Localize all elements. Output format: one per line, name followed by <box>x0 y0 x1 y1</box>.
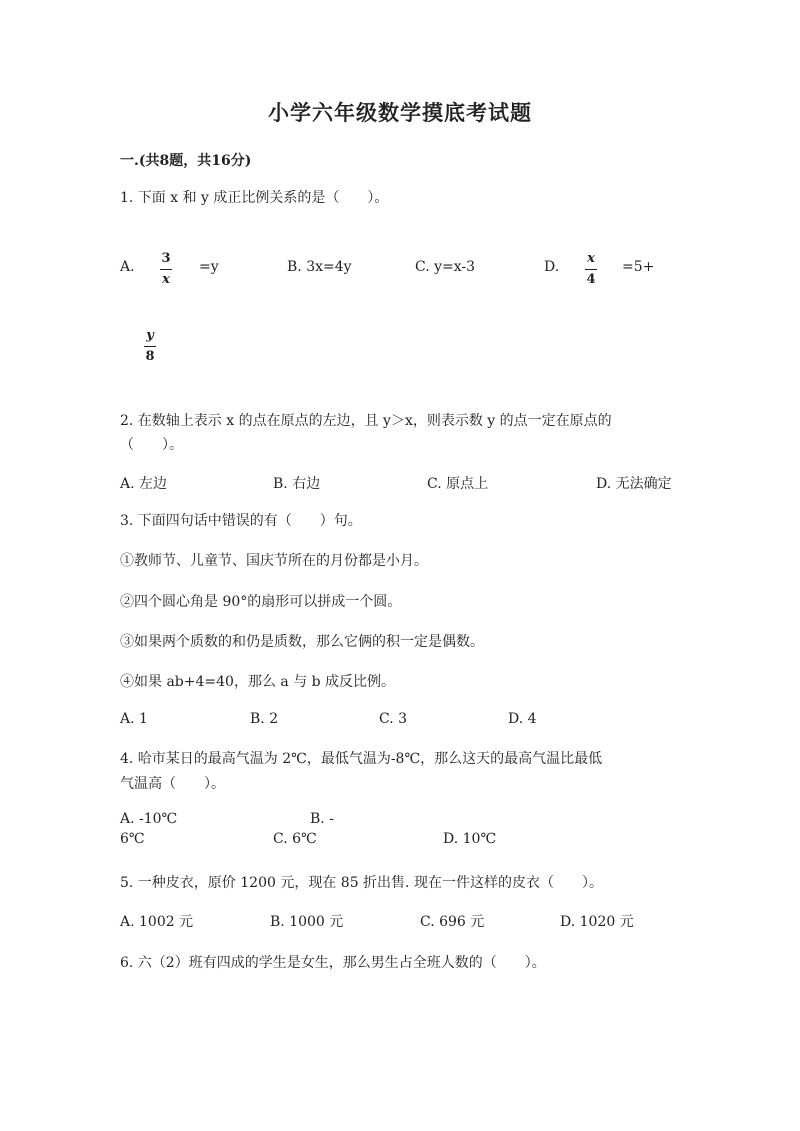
question-2-stem-line2: （ ）。 <box>120 437 183 453</box>
fraction-numerator: x <box>587 251 595 266</box>
question-4-stem-line1: 4. 哈市某日的最高气温为 2℃，最低气温为-8℃，那么这天的最高气温比最低 <box>120 751 603 767</box>
q5-option-d: D. 1020 元 <box>560 914 634 930</box>
q3-option-d: D. 4 <box>508 711 537 727</box>
fraction-denominator: x <box>162 272 170 287</box>
q2-option-b: B. 右边 <box>273 476 321 492</box>
fraction-denominator: 4 <box>586 272 596 287</box>
q5-option-a: A. 1002 元 <box>120 914 194 930</box>
q1-option-c: C. y=x-3 <box>415 259 476 275</box>
q3-statement-2: ②四个圆心角是 90°的扇形可以拼成一个圆。 <box>120 594 402 610</box>
question-2-stem-line1: 2. 在数轴上表示 x 的点在原点的左边，且 y＞x，则表示数 y 的点一定在原点的 <box>120 413 612 429</box>
fraction-denominator: 8 <box>145 349 155 364</box>
q3-option-b: B. 2 <box>250 711 279 727</box>
fraction-bar <box>144 346 156 347</box>
q2-option-a: A. 左边 <box>120 476 168 492</box>
q1-option-d-label: D. <box>544 259 560 275</box>
q3-option-c: C. 3 <box>379 711 408 727</box>
fraction-bar <box>585 269 597 270</box>
question-4-stem-line2: 气温高（ ）。 <box>120 776 225 792</box>
q1-option-a-suffix: =y <box>199 259 219 275</box>
q3-option-a: A. 1 <box>120 711 148 727</box>
section-header: 一.(共8题，共16分) <box>120 153 252 169</box>
q4-option-b-part1: B. - <box>310 811 334 827</box>
question-6-stem: 6. 六（2）班有四成的学生是女生，那么男生占全班人数的（ ）。 <box>120 955 546 971</box>
q2-option-c: C. 原点上 <box>427 476 489 492</box>
q4-option-b-part2: 6℃ <box>120 831 145 847</box>
q5-option-c: C. 696 元 <box>420 914 485 930</box>
q1-option-a-label: A. <box>120 259 135 275</box>
q5-option-b: B. 1000 元 <box>270 914 344 930</box>
question-5-stem: 5. 一种皮衣，原价 1200 元，现在 85 折出售. 现在一件这样的皮衣（ ）。 <box>120 875 603 891</box>
fraction-numerator: y <box>146 328 154 343</box>
q1-option-d-suffix: =5+ <box>622 259 655 275</box>
q3-statement-4: ④如果 ab+4=40，那么 a 与 b 成反比例。 <box>120 674 396 690</box>
q3-statement-3: ③如果两个质数的和仍是质数，那么它俩的积一定是偶数。 <box>120 634 484 650</box>
fraction-bar <box>160 269 172 270</box>
q4-option-a: A. -10℃ <box>120 811 178 827</box>
q1-option-b: B. 3x=4y <box>287 259 352 275</box>
q1-option-d-fraction <box>585 251 597 288</box>
question-1-stem: 1. 下面 x 和 y 成正比例关系的是（ ）。 <box>120 190 389 206</box>
q1-option-a-fraction <box>160 251 172 288</box>
page-title: 小学六年级数学摸底考试题 <box>268 100 532 125</box>
fraction-numerator: 3 <box>161 251 171 266</box>
q4-option-c: C. 6℃ <box>273 831 317 847</box>
q2-option-d: D. 无法确定 <box>596 476 672 492</box>
q1-option-d-fraction-continued <box>144 328 156 365</box>
q3-statement-1: ①教师节、儿童节、国庆节所在的月份都是小月。 <box>120 553 428 569</box>
q4-option-d: D. 10℃ <box>443 831 497 847</box>
question-3-stem: 3. 下面四句话中错误的有（ ）句。 <box>120 513 362 529</box>
